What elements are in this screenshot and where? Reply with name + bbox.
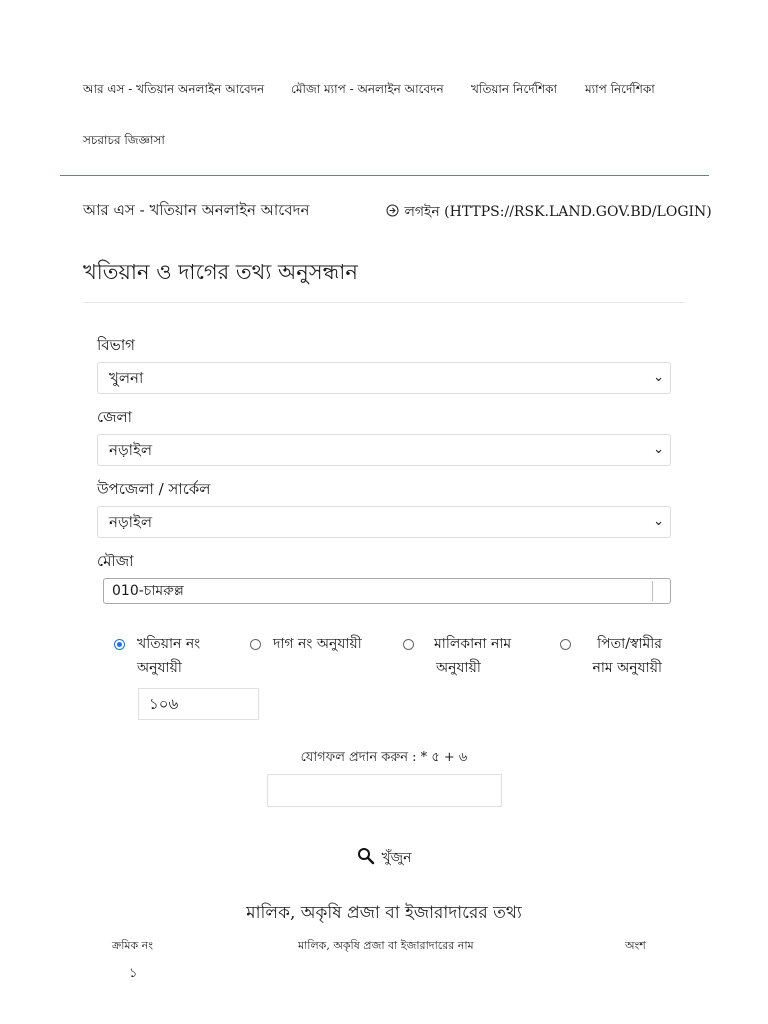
page-title: খতিয়ান ও দাগের তথ্য অনুসন্ধান [83,260,358,284]
division-select[interactable] [97,362,671,394]
login-text: লগইন (HTTPS://RSK.LAND.GOV.BD/LOGIN) [404,204,712,220]
upazila-value: নড়াইল [109,513,152,531]
login-arrow-icon [386,204,400,220]
heading-divider [83,302,685,303]
radio-father-name[interactable] [560,639,571,650]
mouza-combobox[interactable] [103,578,671,604]
mouza-label: মৌজা [97,552,134,570]
radio-khatian-label[interactable]: খতিয়ান নং অনুযায়ী [137,636,201,676]
cell-serial: ১ [129,966,138,981]
radio-dag[interactable] [250,639,261,650]
radio-dag-label[interactable]: দাগ নং অনুযায়ী [273,636,362,652]
mouza-value: 010-চামরুল্ল [112,583,184,599]
radio-khatian[interactable] [114,639,125,650]
captcha-label: যোগফল প্রদান করুন : * ৫ + ৬ [300,750,468,765]
khatian-number-input[interactable]: ১০৬ [138,688,259,720]
col-header-serial: ক্রমিক নং [112,939,153,952]
nav-link-faq[interactable]: সচরাচর জিজ্ঞাসা [83,133,165,147]
district-label: জেলা [97,408,133,426]
combobox-divider [652,581,653,601]
owners-title: মালিক, অকৃষি প্রজা বা ইজারাদারের তথ্য [246,903,522,923]
nav-link-khatian-guide[interactable]: খতিয়ান নির্দেশিকা [471,82,557,96]
col-header-share: অংশ [625,939,646,952]
division-value: খুলনা [109,369,144,387]
radio-owner-name[interactable] [403,639,414,650]
district-select[interactable] [97,434,671,466]
nav-divider [60,175,709,176]
captcha-input[interactable] [267,774,502,807]
upazila-select[interactable] [97,506,671,538]
nav-link-map-guide[interactable]: ম্যাপ নির্দেশিকা [585,82,655,96]
nav-link-rs-khatian[interactable]: আর এস - খতিয়ান অনলাইন আবেদন [83,82,265,96]
magnifier-icon [357,847,377,866]
chevron-down-icon: ⌄ [653,370,664,385]
upazila-label: উপজেলা / সার্কেল [97,480,211,498]
chevron-down-icon: ⌄ [653,442,664,457]
site-title[interactable]: আর এস - খতিয়ান অনলাইন আবেদন [83,201,310,219]
search-button[interactable] [357,846,412,870]
chevron-down-icon: ⌄ [653,514,664,529]
col-header-name: মালিক, অকৃষি প্রজা বা ইজারাদারের নাম [298,939,474,952]
district-value: নড়াইল [109,441,152,459]
nav-link-mouza-map[interactable]: মৌজা ম্যাপ - অনলাইন আবেদন [291,82,444,96]
division-label: বিভাগ [97,336,135,354]
login-link[interactable] [386,200,712,224]
radio-father-name-label[interactable]: পিতা/স্বামীর নাম অনুযায়ী [592,636,662,676]
radio-owner-name-label[interactable]: মালিকানা নাম অনুযায়ী [434,636,512,676]
search-button-label: খুঁজুন [381,850,412,866]
